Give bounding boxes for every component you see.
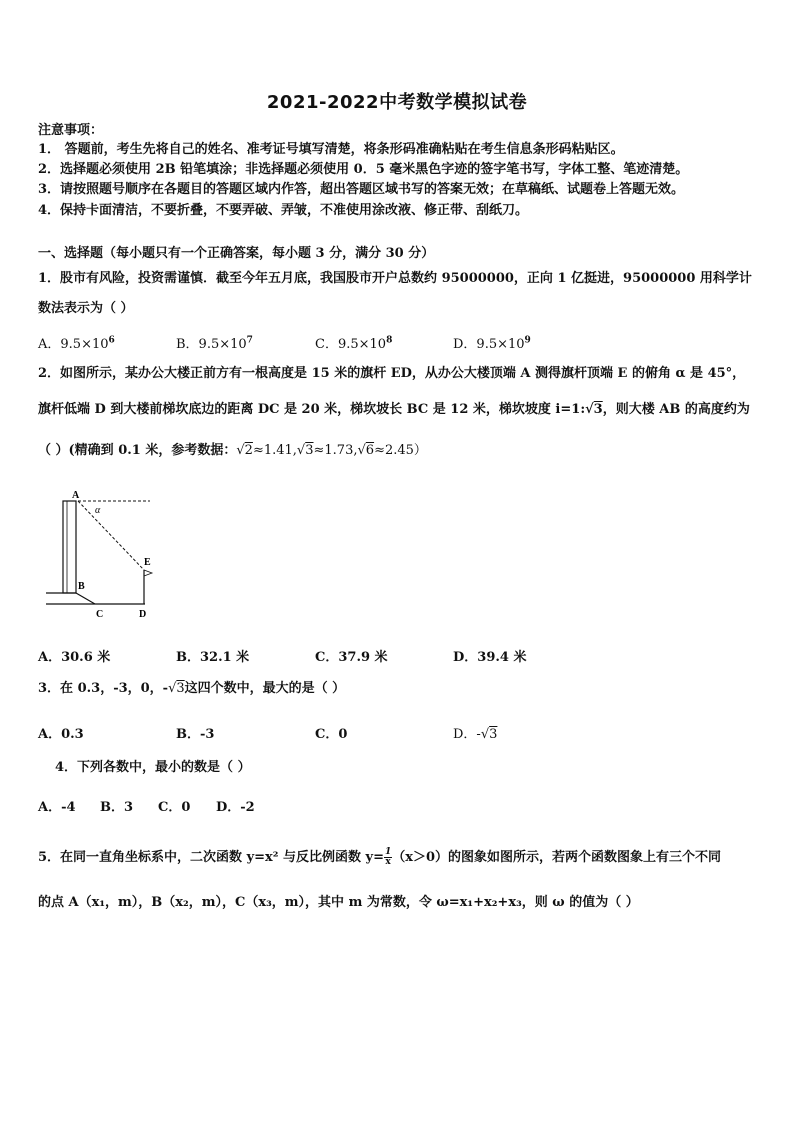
q4-option-d: D．-2 [216,800,255,815]
q1-stem-line2: 数法表示为（ ） [38,301,134,316]
q2-option-a: A．30.6 米 [38,650,111,665]
note-item-4: 4．保持卡面清洁，不要折叠，不要弄破、弄皱，不准使用涂改液、修正带、刮纸刀。 [38,203,529,218]
q1-option-c: C．$9.5\times 10^8$ [315,335,393,352]
q5-stem-line2: 的点 A（x₁，m），B（x₂，m），C（x₃，m），其中 m 为常数，令 ω=x₁+x₂+x₃，则 ω 的值为（ ） [38,895,639,910]
q2-option-d: D．39.4 米 [453,650,527,665]
q2-option-b: B．32.1 米 [176,650,250,665]
page-title: 2021-2022中考数学模拟试卷 [266,92,528,113]
note-item-2: 2．选择题必须使用 2B 铅笔填涂；非选择题必须使用 0．5 毫米黑色字迹的签字笔书写，字体工整、笔迹清楚。 [38,162,689,177]
q5-stem-line1: 5．在同一直角坐标系中，二次函数 y=x² 与反比例函数 y= $\frac{1}{x}$ （x＞0）的图象如图所示，若两个函数图象上有三个不同 [38,847,722,867]
q2-stem-line2: 旗杆低端 D 到大楼前梯坎底边的距离 DC 是 20 米，梯坎坡长 BC 是 12 米，梯坎坡度 i=1:√3，则大楼 AB 的高度约为 [38,402,750,417]
q3-option-b: B．-3 [176,727,215,742]
label-b: B [78,581,85,592]
label-a: A [72,490,80,501]
q2-stem-line3: （ ）(精确到 0.1 米，参考数据：√2≈1.41,√3≈1.73,√6≈2.45） [38,443,427,458]
label-e: E [144,557,151,568]
building-flagpole-figure [38,485,168,620]
fraction-1-over-x: $\frac{1}{x}$ [384,847,392,867]
sqrt-3-expression: √3 [585,402,603,417]
notes-heading: 注意事项： [38,123,104,138]
label-c: C [96,609,104,620]
q4-option-a: A．-4 [38,800,76,815]
q3-option-d: D．-√3 [453,727,498,742]
label-d: D [139,609,147,620]
section-heading: 一、选择题（每小题只有一个正确答案，每小题 3 分，满分 30 分） [38,246,435,261]
q4-option-b: B．3 [100,800,134,815]
q3-option-c: C．0 [315,727,348,742]
q4-stem: 4．下列各数中，最小的数是（ ） [55,760,251,775]
q2-option-c: C．37.9 米 [315,650,388,665]
note-item-1: 1． 答题前，考生先将自己的姓名、准考证号填写清楚，将条形码准确粘贴在考生信息条形码粘贴区。 [38,142,624,157]
q1-stem-line1: 1．股市有风险，投资需谨慎．截至今年五月底，我国股市开户总数约 95000000，正向 1 亿挺进，95000000 用科学计 [38,271,752,286]
q1-option-a: A．$9.5\times 10^6$ [38,335,115,352]
label-alpha: α [95,505,101,516]
note-item-3: 3．请按照题号顺序在各题目的答题区域内作答，超出答题区域书写的答案无效；在草稿纸、试题卷上答题无效。 [38,182,685,197]
q1-option-d: D．$9.5\times 10^9$ [453,335,531,352]
q3-option-a: A．0.3 [38,727,84,742]
q2-stem-line1: 2．如图所示，某办公大楼正前方有一根高度是 15 米的旗杆 ED，从办公大楼顶端 A 测得旗杆顶端 E 的俯角 α 是 45°， [38,366,746,381]
q4-option-c: C．0 [158,800,191,815]
q3-stem: 3．在 0.3，-3，0，-√3这四个数中，最大的是（ ） [38,681,346,696]
q1-option-b: B．$9.5\times 10^7$ [176,335,253,352]
